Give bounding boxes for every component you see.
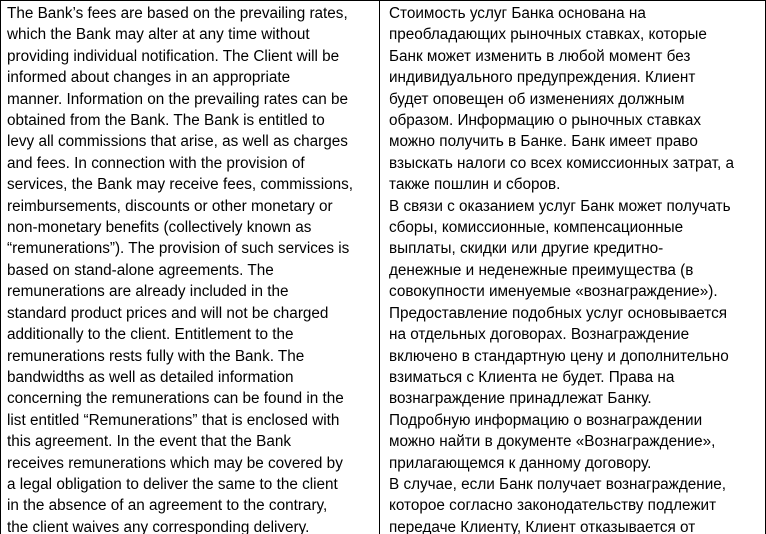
russian-text-column: Стоимость услуг Банка основана на преобладающих рыночных ставках, которые Банк может изменить в любой момент без индивидуального предупреждения. Клиент будет оповещен об изменениях должным образом. Информацию о рыночных ставках можно получить в Банке. Банк имеет право взыскать налоги со всех комиссионных затрат, а также пошлин и сборов. В связи с оказанием услуг Банк может получать сборы, комиссионные, компенсационные выплаты, скидки или другие кредитно- денежные и неденежные преимущества (в совокупности именуемые «вознаграждение»). Предоставление подобных услуг основывается на отдельных договорах. Вознаграждение включено в стандартную цену и дополнительно взиматься с Клиента не будет. Права на вознаграждение принадлежат Банку. Подробную информацию о вознаграждении можно найти в документе «Вознаграждение», прилагающемся к данному договору. В случае, если Банк получает вознаграждение, которое согласно законодательству подлежит передаче Клиенту, Клиент отказывается от (389, 5, 734, 534)
english-text-column: The Bank’s fees are based on the prevailing rates, which the Bank may alter at any time without providing individual notification. The Client will be informed about changes in an appropriate manner. Information on the prevailing rates can be obtained from the Bank. The Bank is entitled to levy all commissions that arise, as well as charges and fees. In connection with the provision of services, the Bank may receive fees, commissions, reimbursements, discounts or other monetary or non-monetary benefits (collectively known as “remunerations”). The provision of such services is based on stand-alone agreements. The remunerations are already included in the standard product prices and will not be charged additionally to the client. Entitlement to the remunerations rests fully with the Bank. The bandwidths as well as detailed information concerning the remunerations can be found in the list entitled “Remunerations” that is enclosed with this agreement. In the event that the Bank receives remunerations which may be covered by a legal obligation to deliver the same to the client in the absence of an agreement to the contrary, the client waives any corresponding delivery. (1, 1, 380, 534)
